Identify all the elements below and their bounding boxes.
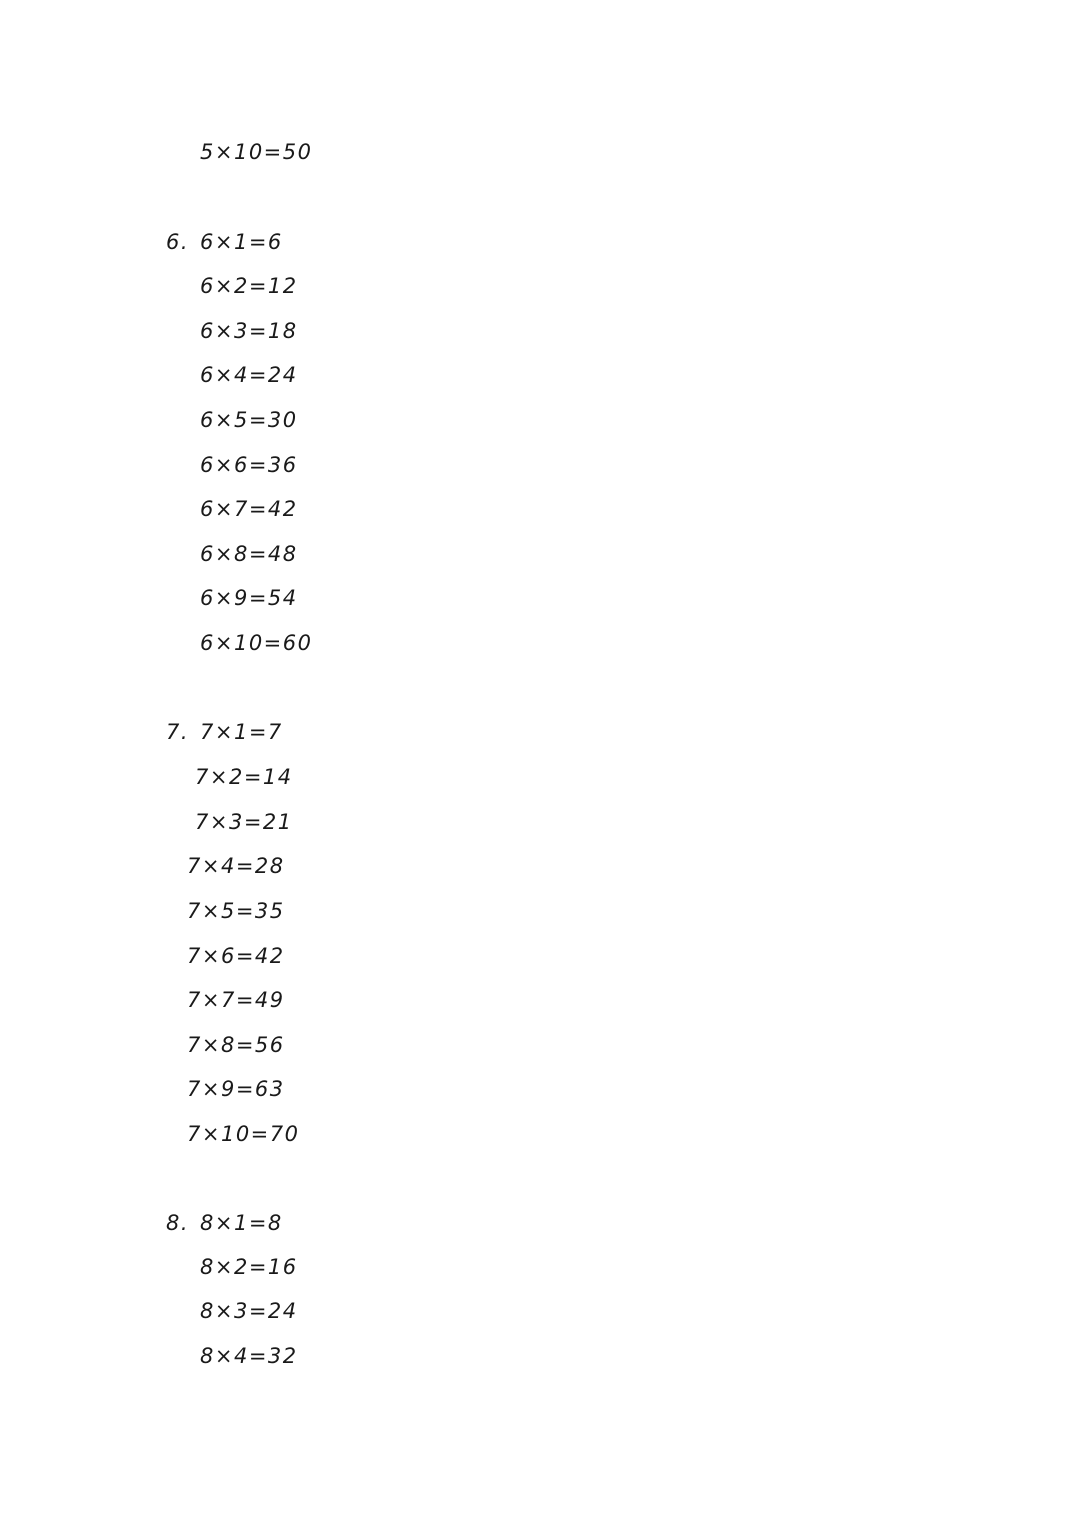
equation-7x4: 7×4=28 <box>187 854 285 878</box>
equation-7x7: 7×7=49 <box>187 988 285 1012</box>
section-number-7: 7. <box>166 720 190 744</box>
equation-8x1: 8×1=8 <box>200 1211 283 1235</box>
equation-8x2: 8×2=16 <box>200 1255 298 1279</box>
equation-7x2: 7×2=14 <box>195 765 293 789</box>
equation-7x6: 7×6=42 <box>187 944 285 968</box>
equation-8x3: 8×3=24 <box>200 1299 298 1323</box>
equation-6x4: 6×4=24 <box>200 363 298 387</box>
equation-6x1: 6×1=6 <box>200 230 283 254</box>
equation-6x9: 6×9=54 <box>200 586 298 610</box>
section-number-6: 6. <box>166 230 190 254</box>
equation-6x7: 6×7=42 <box>200 497 298 521</box>
equation-7x3: 7×3=21 <box>195 810 293 834</box>
equation-6x3: 6×3=18 <box>200 319 298 343</box>
equation-6x10: 6×10=60 <box>200 631 313 655</box>
section-number-8: 8. <box>166 1211 190 1235</box>
equation-6x2: 6×2=12 <box>200 274 298 298</box>
equation-6x6: 6×6=36 <box>200 453 298 477</box>
equation-7x5: 7×5=35 <box>187 899 285 923</box>
equation-6x5: 6×5=30 <box>200 408 298 432</box>
equation-7x8: 7×8=56 <box>187 1033 285 1057</box>
equation-7x10: 7×10=70 <box>187 1122 300 1146</box>
equation-7x9: 7×9=63 <box>187 1077 285 1101</box>
equation-8x4: 8×4=32 <box>200 1344 298 1368</box>
equation-6x8: 6×8=48 <box>200 542 298 566</box>
equation-5x10: 5×10=50 <box>200 140 313 164</box>
equation-7x1: 7×1=7 <box>200 720 283 744</box>
